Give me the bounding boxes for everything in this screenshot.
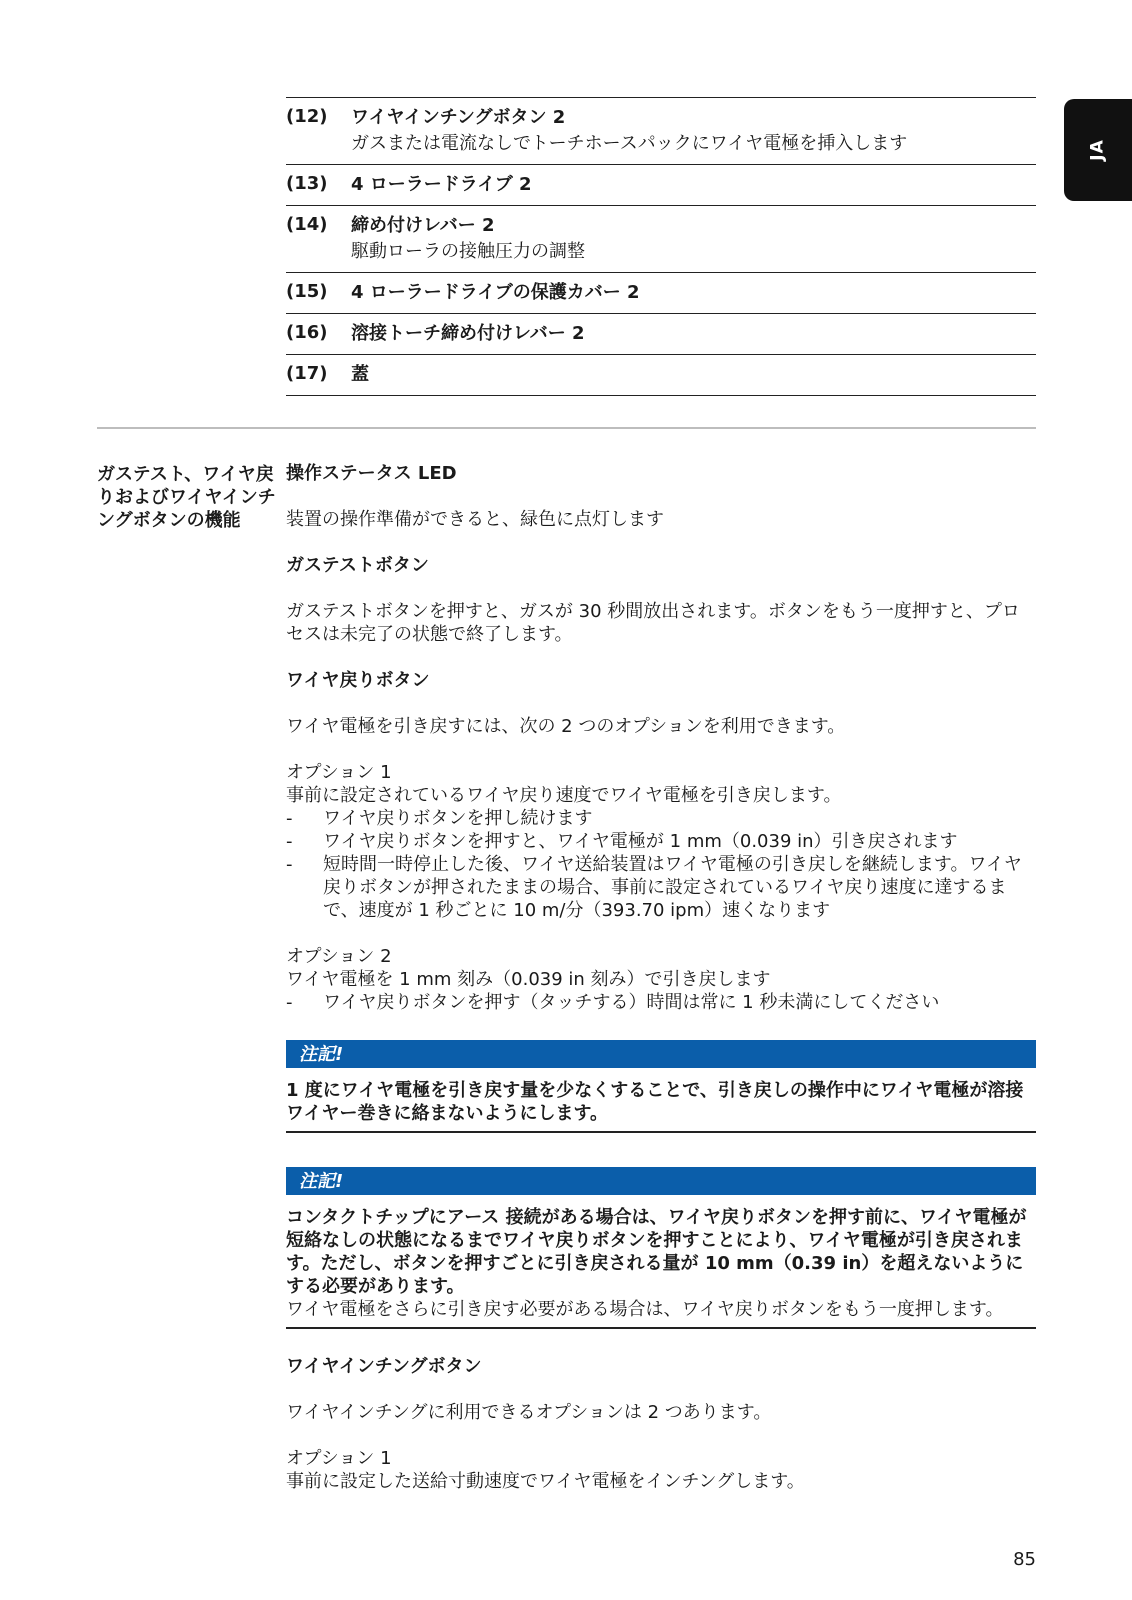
legend-title: 蓋 xyxy=(351,364,369,385)
note-box xyxy=(286,1167,1036,1329)
list-item-text: ワイヤ戻りボタンを押し続けます xyxy=(323,808,593,829)
note-label: 注記! xyxy=(286,1167,1036,1195)
note-box xyxy=(286,1040,1036,1133)
retract-option2-text: ワイヤ電極を 1 mm 刻み（0.039 in 刻み）で引き戻します xyxy=(286,969,771,990)
legend-row xyxy=(286,205,1036,272)
page-number: 85 xyxy=(1013,1549,1036,1570)
note-label: 注記! xyxy=(286,1040,1036,1068)
legend-description: 駆動ローラの接触圧力の調整 xyxy=(351,241,585,262)
legend-number: (17) xyxy=(286,363,328,384)
legend-row xyxy=(286,354,1036,396)
list-item-text: ワイヤ戻りボタンを押す（タッチする）時間は常に 1 秒未満にしてください xyxy=(323,992,940,1013)
legend-row xyxy=(286,97,1036,164)
legend-row xyxy=(286,272,1036,313)
legend-title: 締め付けレバー 2 xyxy=(351,215,495,236)
legend-row xyxy=(286,313,1036,354)
list-item: - 短時間一時停止した後、ワイヤ送給装置はワイヤ電極の引き戻しを継続します。ワイヤ戻りボタンが押されたままの場合、事前に設定されているワイヤ戻り速度に達するまで、速度が 1 秒ごとに 10 m/分（393.70 ipm）速くなります xyxy=(286,853,1036,922)
list-item-text: ワイヤ戻りボタンを押すと、ワイヤ電極が 1 mm（0.039 in）引き戻されます xyxy=(323,831,958,852)
list-item: - ワイヤ戻りボタンを押し続けます xyxy=(286,808,593,829)
legend-description: ガスまたは電流なしでトーチホースパックにワイヤ電極を挿入します xyxy=(351,133,908,154)
retract-option2-label: オプション 2 xyxy=(286,946,392,967)
note-bold-text: コンタクトチップにアース 接続がある場合は、ワイヤ戻りボタンを押す前に、ワイヤ電極が短絡なしの状態になるまでワイヤ戻りボタンを押すことにより、ワイヤ電極が引き戻されます。ただし、ボタンを押すごとに引き戻される量が 10 mm（0.39 in）を超えないようにする必要があります。 xyxy=(286,1207,1027,1297)
legend-number: (14) xyxy=(286,214,328,235)
retract-option1-label: オプション 1 xyxy=(286,762,392,783)
legend-number: (15) xyxy=(286,281,328,302)
list-item: - ワイヤ戻りボタンを押すと、ワイヤ電極が 1 mm（0.039 in）引き戻されます xyxy=(286,831,958,852)
inching-intro: ワイヤインチングに利用できるオプションは 2 つあります。 xyxy=(286,1402,772,1423)
legend-row xyxy=(286,164,1036,205)
retract-heading: ワイヤ戻りボタン xyxy=(286,670,430,691)
legend-number: (16) xyxy=(286,322,328,343)
legend-title: 4 ローラードライブの保護カバー 2 xyxy=(351,282,640,303)
legend-title: 4 ローラードライブ 2 xyxy=(351,174,532,195)
legend-number: (12) xyxy=(286,106,328,127)
inching-option1-label: オプション 1 xyxy=(286,1448,392,1469)
list-item-text: 短時間一時停止した後、ワイヤ送給装置はワイヤ電極の引き戻しを継続します。ワイヤ戻りボタンが押されたままの場合、事前に設定されているワイヤ戻り速度に達するまで、速度が 1 秒ごとに 10 m/分（393.70 ipm）速くなります xyxy=(323,854,1022,921)
legend-title: 溶接トーチ締め付けレバー 2 xyxy=(351,323,585,344)
led-heading: 操作ステータス LED xyxy=(286,463,457,484)
legend-title: ワイヤインチングボタン 2 xyxy=(351,107,566,128)
language-tab-label: JA xyxy=(1087,139,1108,161)
gas-test-heading: ガステストボタン xyxy=(286,555,429,576)
led-text: 装置の操作準備ができると、緑色に点灯します xyxy=(286,509,664,530)
note-bold-text: 1 度にワイヤ電極を引き戻す量を少なくすることで、引き戻しの操作中にワイヤ電極が溶接ワイヤー巻きに絡まないようにします。 xyxy=(286,1080,1024,1124)
gas-test-text: ガステストボタンを押すと、ガスが 30 秒間放出されます。ボタンをもう一度押すと、プロセスは未完了の状態で終了します。 xyxy=(286,601,1020,645)
legend-number: (13) xyxy=(286,173,328,194)
retract-option1-text: 事前に設定されているワイヤ戻り速度でワイヤ電極を引き戻します。 xyxy=(286,785,842,806)
section-title: ガステスト、ワイヤ戻りおよびワイヤインチングボタンの機能 xyxy=(97,464,276,531)
inching-option1-text: 事前に設定した送給寸動速度でワイヤ電極をインチングします。 xyxy=(286,1471,805,1492)
language-tab xyxy=(1064,99,1132,201)
list-item: - ワイヤ戻りボタンを押す（タッチする）時間は常に 1 秒未満にしてください xyxy=(286,992,940,1013)
note-text: ワイヤ電極をさらに引き戻す必要がある場合は、ワイヤ戻りボタンをもう一度押します。 xyxy=(286,1299,1004,1320)
section-divider xyxy=(97,427,1036,429)
section-body xyxy=(286,462,1036,1493)
retract-intro: ワイヤ電極を引き戻すには、次の 2 つのオプションを利用できます。 xyxy=(286,716,846,737)
component-legend xyxy=(286,97,1036,396)
inching-heading: ワイヤインチングボタン xyxy=(286,1356,482,1377)
